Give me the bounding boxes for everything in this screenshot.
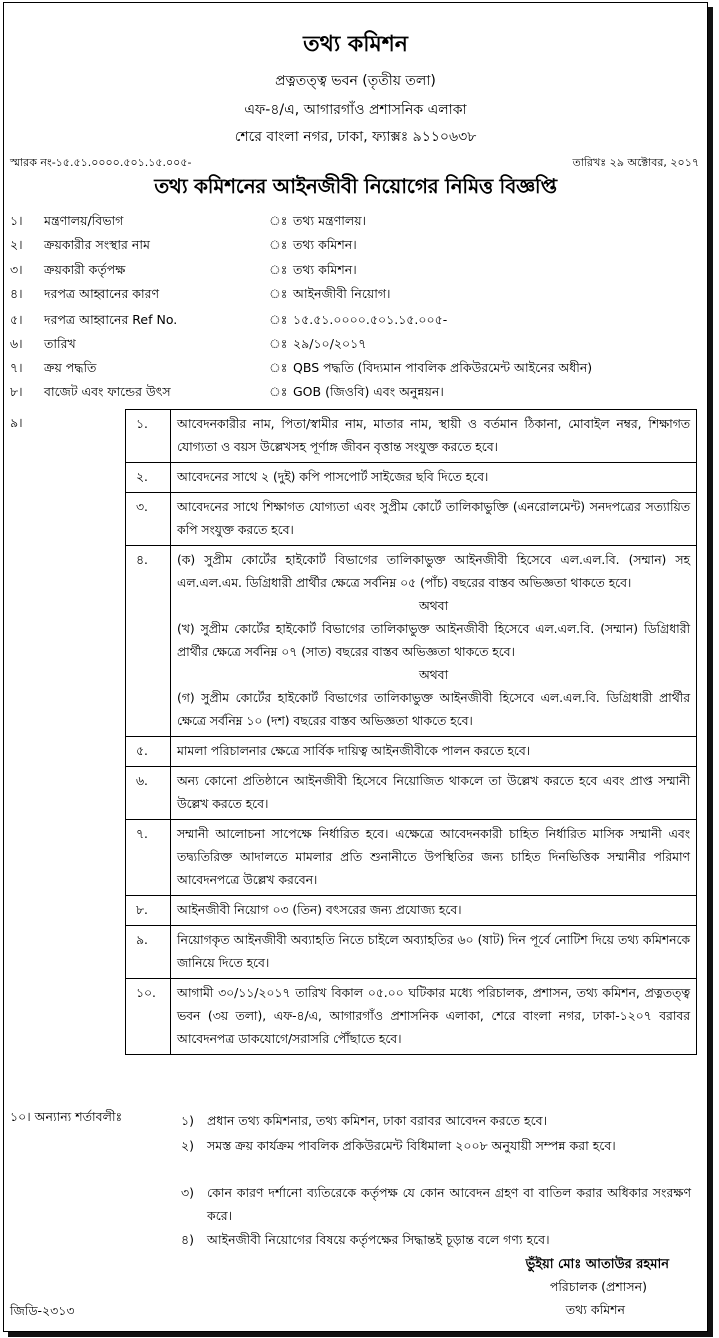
requirement-text: অন্য কোনো প্রতিষ্ঠানে আইনজীবী হিসেবে নিয়োজিত থাকলে তা উল্লেখ করতে হবে এবং প্রাপ্ত সম্মানী উল্লেখ করতে হবে।: [171, 767, 697, 820]
info-value: ২৯/১০/২০১৭: [293, 336, 367, 351]
info-label: দরপত্র আহ্বানের কারণ: [44, 286, 160, 301]
info-label: তারিখ: [44, 336, 76, 351]
info-value: QBS পদ্ধতি (বিদ্যমান পাবলিক প্রকিউরমেন্ট আইনের অধীন): [293, 360, 593, 375]
office-title: তথ্য কমিশন: [303, 32, 408, 57]
info-number: ৫।: [10, 312, 23, 327]
requirement-text: আবেদনকারীর নাম, পিতা/স্বামীর নাম, মাতার নাম, স্থায়ী ও বর্তমান ঠিকানা, মোবাইল নম্বর, শিক্ষাগত যোগ্যতা ও বয়স উল্লেখসহ পূর্ণাঙ্গ জীবন বৃত্তান্ত সংযুক্ত করতে হবে।: [171, 410, 697, 463]
signatory-office: তথ্য কমিশন: [565, 1302, 625, 1317]
info-colon: ঃ: [269, 262, 288, 277]
info-number: ৭।: [10, 360, 23, 375]
condition-text: প্রধান তথ্য কমিশনার, তথ্য কমিশন, ঢাকা বরাবর আবেদন করতে হবে।: [207, 1113, 548, 1128]
requirement-text: আইনজীবী নিয়োগ ০৩ (তিন) বৎসরের জন্য প্রযোজ্য হবে।: [171, 896, 697, 926]
requirement-option-c: (গ) সুপ্রীম কোর্টের হাইকোর্ট বিভাগের তালিকাভুক্ত আইনজীবী হিসেবে এল.এল.বি. ডিগ্রিধারী প্রার্থীর ক্ষেত্রে সর্বনিম্ন ১০ (দশ) বছরের বাস্তব অভিজ্ঞতা থাকতে হবে।: [177, 691, 690, 728]
requirement-number: ৬.: [126, 767, 171, 820]
condition-text: আইনজীবী নিয়োগের বিষয়ে কর্তৃপক্ষের সিদ্ধান্তই চূড়ান্ত বলে গণ্য হবে।: [207, 1232, 550, 1247]
requirement-option-b: (খ) সুপ্রীম কোর্টের হাইকোর্ট বিভাগের তালিকাভুক্ত আইনজীবী হিসেবে এল.এল.বি. (সম্মান) ডিগ্রিধারী প্রার্থীর ক্ষেত্রে সর্বনিম্ন ০৭ (সাত) বছরের বাস্তব অভিজ্ঞতা থাকতে হবে।: [177, 622, 690, 659]
info-row: [10, 384, 700, 406]
requirement-number: ১.: [126, 410, 171, 463]
info-number: ৪।: [10, 286, 23, 301]
table-row: [126, 493, 697, 546]
signatory-designation: পরিচালক (প্রশাসন): [549, 1279, 647, 1294]
info-label: বাজেট এবং ফান্ডের উৎস: [44, 384, 171, 399]
address-line: এফ-৪/এ, আগারগাঁও প্রশাসনিক এলাকা: [244, 102, 467, 118]
table-row: [126, 979, 697, 1055]
condition-text: সমস্ত ক্রয় কার্যক্রম পাবলিক প্রকিউরমেন্ট বিধিমালা ২০০৮ অনুযায়ী সম্পন্ন করা হবে।: [207, 1138, 616, 1153]
info-colon: ঃ: [269, 360, 288, 375]
requirement-text: মামলা পরিচালনার ক্ষেত্রে সার্বিক দায়িত্ব আইনজীবীকে পালন করতে হবে।: [171, 737, 697, 767]
info-label: ক্রয়কারী কর্তৃপক্ষ: [44, 262, 126, 277]
table-row: [126, 767, 697, 820]
condition-number: ২): [181, 1138, 195, 1153]
table-row: [126, 820, 697, 896]
info-number: ৬।: [10, 336, 23, 351]
table-row: [126, 926, 697, 979]
condition-text: কোন কারণ দর্শানো ব্যতিরেকে কর্তৃপক্ষ যে কোন আবেদন গ্রহণ বা বাতিল করার অধিকার সংরক্ষণ করে।: [207, 1185, 691, 1223]
building-name: প্রত্নতত্ত্ব ভবন (তৃতীয় তলা): [275, 73, 436, 89]
requirement-number: ৮.: [126, 896, 171, 926]
notice-title: তথ্য কমিশনের আইনজীবী নিয়োগের নিমিত্ত বিজ্ঞপ্তি: [154, 174, 557, 198]
requirement-text: আবেদনের সাথে শিক্ষাগত যোগ্যতা এবং সুপ্রীম কোর্টে তালিকাভুক্তি (এনরোলমেন্ট) সনদপত্রের সত্যায়িত কপি সংযুক্ত করতে হবে।: [171, 493, 697, 546]
condition-number: ১): [181, 1113, 194, 1128]
issue-date: তারিখঃ ২৯ অক্টোবর, ২০১৭: [572, 156, 699, 169]
requirements-table: [125, 409, 697, 1055]
info-colon: ঃ: [269, 213, 288, 228]
item-9-number: ৯।: [10, 415, 23, 430]
table-row: [126, 546, 697, 737]
info-row: [10, 262, 700, 284]
gd-number: জিডি-২৩১৩: [10, 1303, 75, 1318]
info-colon: ঃ: [269, 286, 288, 301]
info-value: GOB (জিওবি) এবং অনুন্নয়ন।: [293, 384, 444, 399]
requirement-text: নিয়োগকৃত আইনজীবী অব্যাহতি নিতে চাইলে অব্যাহতির ৬০ (ষাট) দিন পূর্বে নোটিশ দিয়ে তথ্য কমিশনকে জানিয়ে দিতে হবে।: [171, 926, 697, 979]
info-label: ক্রয়কারীর সংস্থার নাম: [44, 237, 150, 252]
info-colon: ঃ: [269, 384, 288, 399]
requirement-number: ৪.: [126, 546, 171, 737]
city-fax-line: শেরে বাংলা নগর, ঢাকা, ফ্যাক্সঃ ৯১১০৬৩৮: [234, 129, 477, 145]
info-value: ১৫.৫১.০০০০.৫০১.১৫.০০৫-: [293, 312, 448, 327]
condition-number: ৩): [181, 1185, 195, 1200]
other-conditions-label: ১০। অন্যান্য শর্তাবলীঃ: [10, 1109, 123, 1124]
info-value: তথ্য কমিশন।: [293, 262, 357, 277]
info-number: ২।: [10, 237, 23, 252]
requirement-text: [171, 546, 697, 737]
info-value: তথ্য কমিশন।: [293, 237, 357, 252]
info-row: [10, 312, 700, 334]
info-label: দরপত্র আহ্বানের Ref No.: [44, 312, 178, 327]
requirement-number: ৫.: [126, 737, 171, 767]
requirement-number: ১০.: [126, 979, 171, 1055]
info-number: ১।: [10, 213, 23, 228]
requirement-text: আবেদনের সাথে ২ (দুই) কপি পাসপোর্ট সাইজের ছবি দিতে হবে।: [171, 463, 697, 493]
table-row: [126, 463, 697, 493]
info-colon: ঃ: [269, 237, 288, 252]
requirement-number: ৭.: [126, 820, 171, 896]
info-label: মন্ত্রণালয়/বিভাগ: [44, 213, 124, 228]
info-colon: ঃ: [269, 336, 288, 351]
table-row: [126, 737, 697, 767]
info-number: ৩।: [10, 262, 23, 277]
signatory-name: ভুঁইয়া মোঃ আতাউর রহমান: [525, 1257, 669, 1272]
requirement-number: ২.: [126, 463, 171, 493]
table-row: [126, 896, 697, 926]
condition-number: ৪): [181, 1232, 194, 1247]
info-row: [10, 286, 700, 308]
info-colon: ঃ: [269, 312, 288, 327]
requirement-text: সম্মানী আলোচনা সাপেক্ষে নির্ধারিত হবে। এক্ষেত্রে আবেদনকারী চাহিত নির্ধারিত মাসিক সম্মানী এবং তদ্ব্যতিরিক্ত আদালতে মামলার প্রতি শুনানীতে উপস্থিতির জন্য চাহিত দিনভিত্তিক সম্মানীর পরিমাণ আবেদনপত্রে উল্লেখ করবেন।: [171, 820, 697, 896]
or-separator: অথবা: [418, 599, 449, 613]
info-label: ক্রয় পদ্ধতি: [44, 360, 97, 375]
requirement-number: ৯.: [126, 926, 171, 979]
info-value: আইনজীবী নিয়োগ।: [293, 286, 391, 301]
or-separator: অথবা: [418, 668, 449, 682]
info-row: [10, 360, 700, 382]
info-row: [10, 237, 700, 259]
memo-number: স্মারক নং-১৫.৫১.০০০০.৫০১.১৫.০০৫-: [10, 156, 192, 169]
info-row: [10, 336, 700, 358]
requirement-option-a: (ক) সুপ্রীম কোর্টের হাইকোর্ট বিভাগের তালিকাভুক্ত আইনজীবী হিসেবে এল.এল.বি. (সম্মান) সহ এল.এল.এম. ডিগ্রিধারী প্রার্থীর ক্ষেত্রে সর্বনিম্ন ০৫ (পাঁচ) বছরের বাস্তব অভিজ্ঞতা থাকতে হবে।: [177, 553, 690, 590]
table-row: [126, 410, 697, 463]
requirement-text: আগামী ৩০/১১/২০১৭ তারিখ বিকাল ০৫.০০ ঘটিকার মধ্যে পরিচালক, প্রশাসন, তথ্য কমিশন, প্রত্নতত্ত্ব ভবন (৩য় তলা), এফ-৪/এ, আগারগাঁও প্রশাসনিক এলাকা, শেরে বাংলা নগর, ঢাকা-১২০৭ বরাবর আবেদনপত্র ডাকযোগে/সরাসরি পৌঁছাতে হবে।: [171, 979, 697, 1055]
info-row: [10, 213, 700, 235]
notice-document: [3, 2, 708, 1332]
info-value: তথ্য মন্ত্রণালয়।: [293, 213, 367, 228]
requirement-number: ৩.: [126, 493, 171, 546]
info-number: ৮।: [10, 384, 23, 399]
